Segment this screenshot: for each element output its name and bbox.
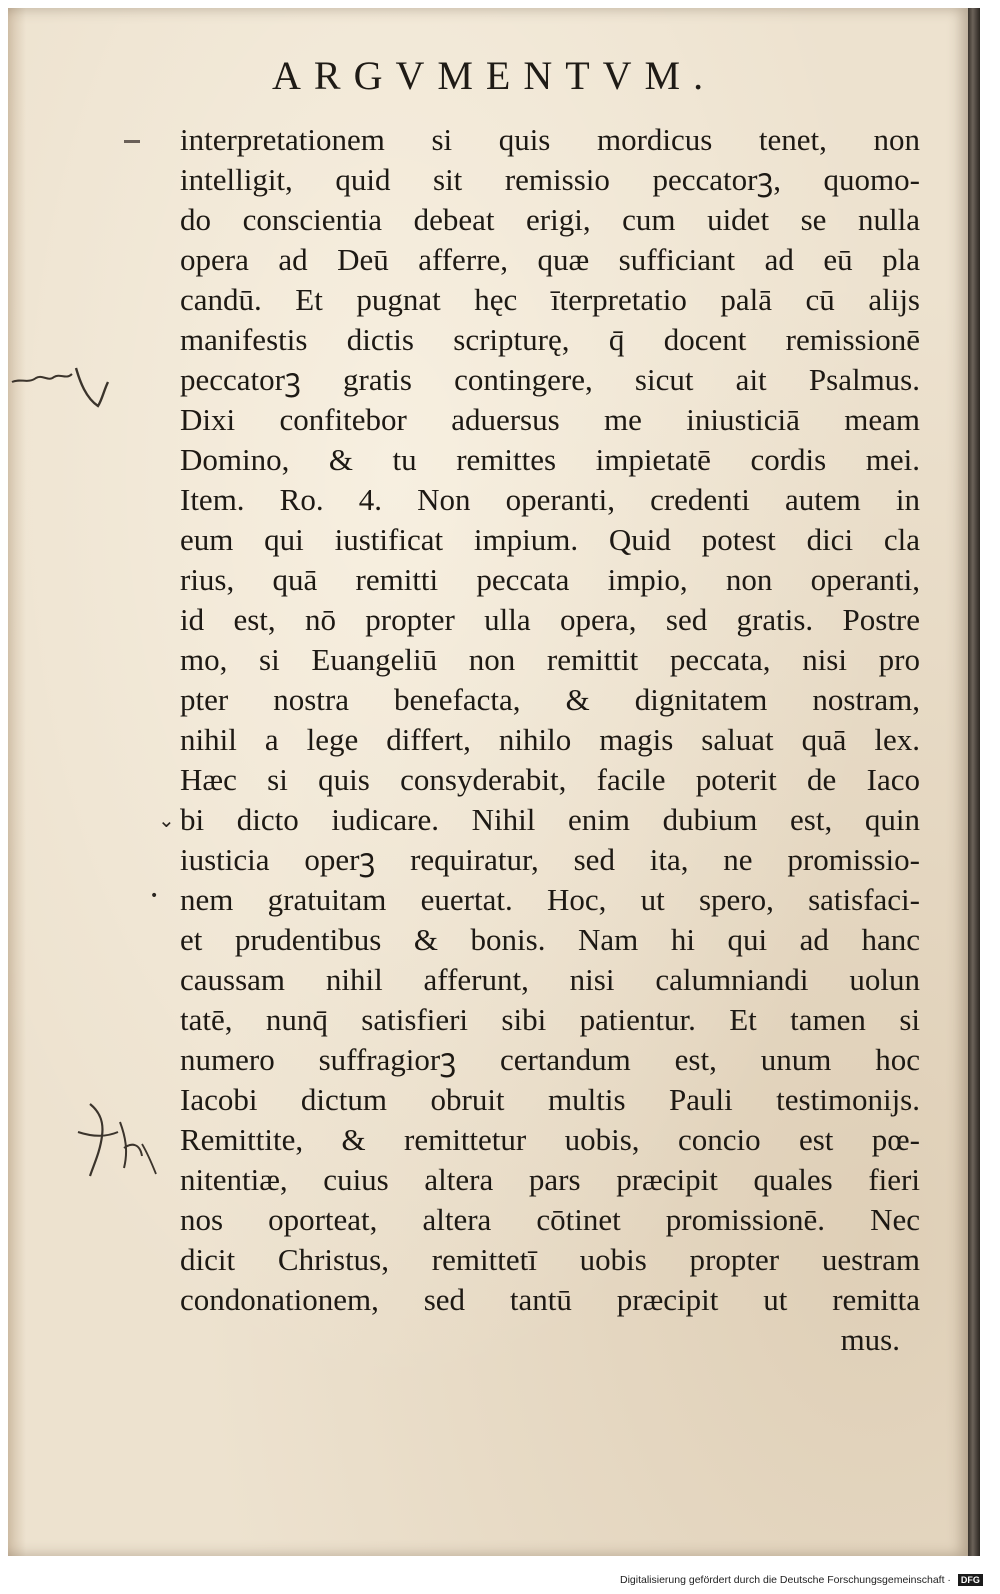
- book-binding-edge: [968, 8, 980, 1556]
- dfg-logo: DFG: [958, 1574, 983, 1586]
- text-line: do conscientia debeat erigi, cum uidet se nulla: [180, 202, 920, 237]
- footer-credit-text: Digitalisierung gefördert durch die Deutsche Forschungsgemeinschaft ·: [620, 1574, 951, 1586]
- catchword: mus.: [840, 1322, 900, 1357]
- text-line: id est, nō propter ulla opera, sed gratis. Postre: [180, 602, 920, 637]
- digitization-footer: [620, 1574, 983, 1586]
- body-text: [180, 120, 920, 1360]
- text-line: Remittite, & remittetur uobis, concio est pœ-: [180, 1122, 920, 1157]
- text-line: opera ad Deū afferre, quæ sufficiant ad eū pla: [180, 242, 920, 277]
- text-line: mo, si Euangeliū non remittit peccata, nisi pro: [180, 642, 920, 677]
- text-line: pter nostra benefacta, & dignitatem nostram,: [180, 682, 920, 717]
- margin-dash-mark: [124, 140, 140, 143]
- text-line: et prudentibus & bonis. Nam hi qui ad hanc: [180, 922, 920, 957]
- text-line: eum qui iustificat impium. Quid potest dici cla: [180, 522, 920, 557]
- text-line: condonationem, sed tantū præcipit ut remitta: [180, 1282, 920, 1317]
- text-line: manifestis dictis scripturę, q̄ docent remissionē: [180, 322, 920, 357]
- text-line: nihil a lege differt, nihilo magis saluat quā lex.: [180, 722, 920, 757]
- text-line: nitentiæ, cuius altera pars præcipit quales fieri: [180, 1162, 920, 1197]
- text-line: nem gratuitam euertat. Hoc, ut spero, satisfaci-: [180, 882, 920, 917]
- margin-tick-mark: ⌄: [158, 808, 175, 832]
- text-line: dicit Christus, remittetī uobis propter uestram: [180, 1242, 920, 1277]
- text-line: nos oporteat, altera cōtinet promissionē. Nec: [180, 1202, 920, 1237]
- text-line: candū. Et pugnat hęc īterpretatio palā cū alijs: [180, 282, 920, 317]
- text-line: numero suffragiorꝫ certandum est, unum hoc: [180, 1042, 920, 1077]
- text-line: bi dicto iudicare. Nihil enim dubium est, quin: [180, 802, 920, 837]
- text-line: rius, quā remitti peccata impio, non operanti,: [180, 562, 920, 597]
- text-line: Item. Ro. 4. Non operanti, credenti autem in: [180, 482, 920, 517]
- text-line: Domino, & tu remittes impietatē cordis mei.: [180, 442, 920, 477]
- text-line: tatē, nunq̄ satisfieri sibi patientur. Et tamen si: [180, 1002, 920, 1037]
- text-line: Hæc si quis consyderabit, facile poterit de Iaco: [180, 762, 920, 797]
- margin-dot-mark: •: [150, 888, 159, 904]
- text-line: intelligit, quid sit remissio peccatorꝫ, quomo-: [180, 162, 920, 197]
- text-line: Iacobi dictum obruit multis Pauli testimonijs.: [180, 1082, 920, 1117]
- running-head: ARGVMENTVM.: [272, 53, 717, 98]
- text-line: iusticia operꝫ requiratur, sed ita, ne promissio-: [180, 842, 920, 877]
- text-line: Dixi confitebor aduersus me iniusticiā meam: [180, 402, 920, 437]
- text-line: peccatorꝫ gratis contingere, sicut ait Psalmus.: [180, 362, 920, 397]
- text-line: caussam nihil afferunt, nisi calumniandi uolun: [180, 962, 920, 997]
- text-line: interpretationem si quis mordicus tenet, non: [180, 122, 920, 157]
